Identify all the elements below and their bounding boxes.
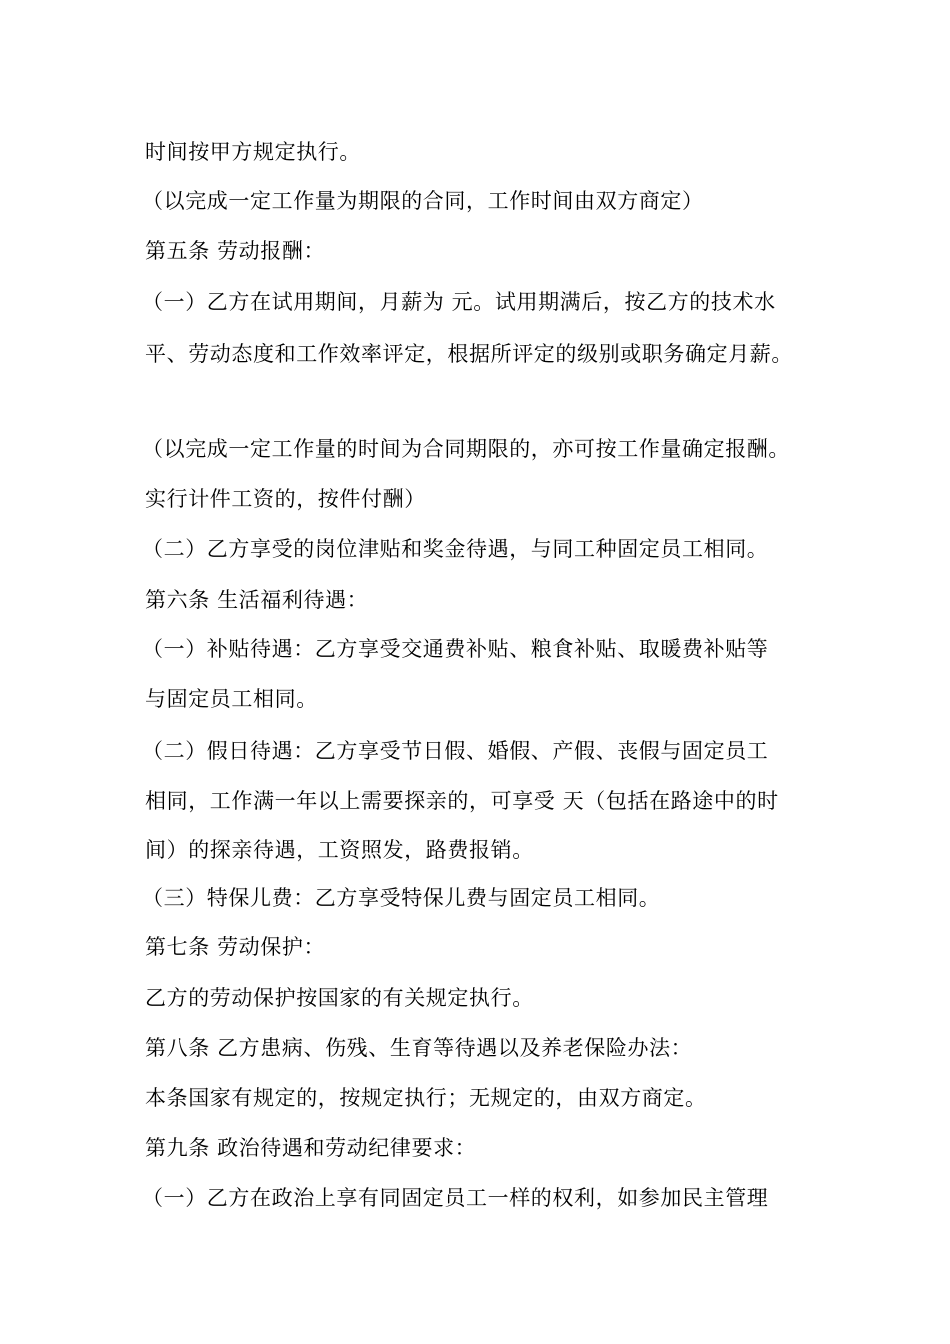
text-line: （二）乙方享受的岗位津贴和奖金待遇，与同工种固定员工相同。 (142, 537, 769, 561)
text-line: 相同，工作满一年以上需要探亲的，可享受 天（包括在路途中的时 (145, 789, 779, 813)
text-line: 间）的探亲待遇，工资照发，路费报销。 (145, 838, 534, 862)
text-line: 本条国家有规定的，按规定执行；无规定的，由双方商定。 (145, 1086, 707, 1110)
text-line: 实行计件工资的，按件付酬） (145, 487, 426, 511)
text-line: （以完成一定工作量为期限的合同，工作时间由双方商定） (142, 189, 704, 213)
text-line: 平、劳动态度和工作效率评定，根据所评定的级别或职务确定月薪。 (145, 342, 793, 366)
text-line: （一）补贴待遇：乙方享受交通费补贴、粮食补贴、取暖费补贴等 (142, 637, 769, 661)
article-heading: 第九条 政治待遇和劳动纪律要求： (145, 1136, 477, 1160)
text-line: 与固定员工相同。 (145, 687, 318, 711)
text-line: （三）特保儿费：乙方享受特保儿费与固定员工相同。 (142, 886, 661, 910)
article-heading: 第八条 乙方患病、伤残、生育等待遇以及养老保险办法： (145, 1036, 693, 1060)
article-heading: 第六条 生活福利待遇： (145, 588, 369, 612)
article-heading: 第五条 劳动报酬： (145, 239, 326, 263)
text-line: （一）乙方在试用期间，月薪为 元。试用期满后，按乙方的技术水 (142, 290, 776, 314)
text-line: （以完成一定工作量的时间为合同期限的，亦可按工作量确定报酬。 (142, 437, 790, 461)
text-line: 时间按甲方规定执行。 (145, 140, 361, 164)
article-heading: 第七条 劳动保护： (145, 935, 326, 959)
text-line: 乙方的劳动保护按国家的有关规定执行。 (145, 986, 534, 1010)
text-line: （一）乙方在政治上享有同固定员工一样的权利，如参加民主管理 (142, 1186, 769, 1210)
text-line: （二）假日待遇：乙方享受节日假、婚假、产假、丧假与固定员工 (142, 739, 769, 763)
